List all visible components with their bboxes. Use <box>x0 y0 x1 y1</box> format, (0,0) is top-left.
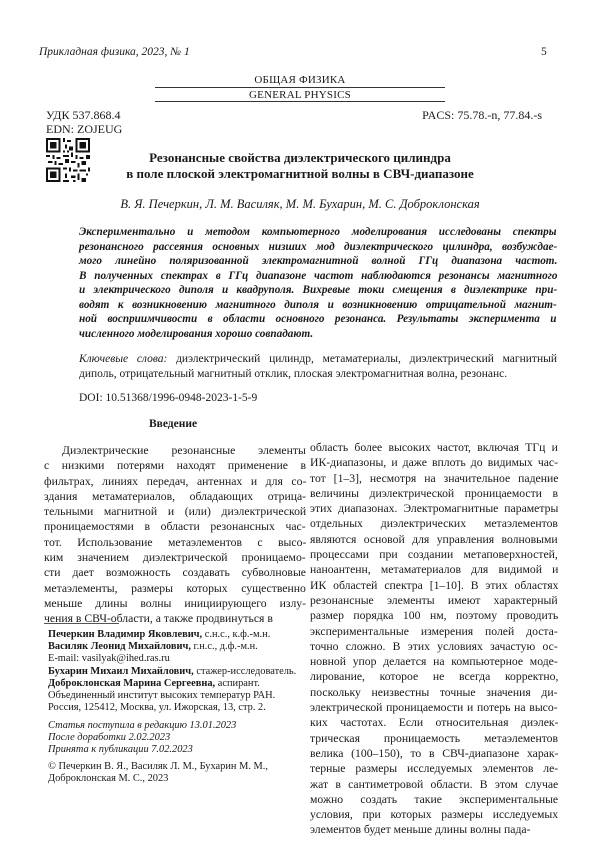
body-line: элементов будет меньше длины волны пада- <box>310 823 531 837</box>
body-line: ких частотах. Если относительная диэлек- <box>310 716 558 730</box>
body-line: точно сложно. В этих условиях зачастую ос- <box>310 639 558 653</box>
body-line: трическая проницаемость метаэлементов <box>310 731 558 745</box>
keywords <box>79 352 557 382</box>
title-line-1: Резонансные свойства диэлектрического цилиндра <box>149 150 451 165</box>
abstract-line: мого линейно поляризованной электромагнитной волной ГГц диапазона частот. <box>79 255 558 267</box>
body-line: электрической проницаемости и потерь на высо- <box>310 701 558 715</box>
abstract-line: ной восприимчивости в области основного резонанса. Результаты эксперимента и <box>79 313 557 325</box>
body-line: велика (100–150), то в СВЧ-диапазоне харак- <box>310 746 558 760</box>
authors: В. Я. Печеркин, Л. М. Василяк, М. М. Бухарин, М. С. Доброклонская <box>120 197 480 211</box>
body-line: жат в сантиметровой области. В этом случае <box>310 777 558 791</box>
udk-code: УДК 537.868.4 <box>46 108 121 122</box>
footnote-rule <box>44 623 119 624</box>
body-line: наноантенн, метаматериалов для видимой и <box>310 563 558 577</box>
author-4-name: Доброклонская Марина Сергеевна, <box>48 677 216 689</box>
date-revised: После доработки 2.02.2023 <box>48 732 171 744</box>
body-line: Диэлектрические резонансные элементы <box>62 444 306 457</box>
body-line: условия, при которых размеры исследуемых <box>310 808 558 822</box>
copyright-notice: © Печеркин В. Я., Василяк Л. М., Бухарин М. М., Доброклонская М. С., 2023 <box>48 761 268 785</box>
author-1-name: Печеркин Владимир Яковлевич, <box>48 629 203 640</box>
author-3-info: стажер-исследователь. <box>193 665 297 677</box>
date-received: Статья поступила в редакцию 13.01.2023 <box>48 720 237 731</box>
body-line: величины диэлектрической проницаемости в <box>310 486 558 500</box>
title-line-2: в поле плоской электромагнитной волны в СВЧ-диапазоне <box>126 166 474 181</box>
contact-email[interactable]: E-mail: vasilyak@ihed.ras.ru <box>48 653 170 665</box>
body-line: ИК-диапазоны, и даже вплоть до видимых час- <box>310 456 558 470</box>
abstract-line: водят к возникновению магнитного диполя и возникновению отрицательной магнит- <box>79 298 557 311</box>
body-line: резонансные элементы имеют характерный <box>310 593 558 607</box>
journal-header: Прикладная физика, 2023, № 1 <box>39 46 190 58</box>
section-divider-top <box>155 87 445 88</box>
body-line: экспериментальные измерения полей доста- <box>310 624 558 638</box>
body-line: новной упор делается на компьютерное моде- <box>310 655 558 669</box>
abstract-line: численного моделирования хорошо совпадают. <box>79 327 314 340</box>
body-line: отдельных диэлектрических метаэлементов <box>310 517 558 531</box>
section-divider-bottom <box>155 101 445 102</box>
abstract-line: и электрического диполя и квадруполя. Вихревые токи смещения в диэлектрике при- <box>79 284 558 296</box>
body-line: сти дает возможность создавать субволновые <box>44 566 306 580</box>
author-4-info: аспирант. <box>215 677 260 689</box>
author-2-info: г.н.с., д.ф.-м.н. <box>190 641 258 653</box>
keywords-text: диэлектрический цилиндр, метаматериалы, диэлектрический магнитный диполь, отрицательный магнитный отклик, плоская электромагнитная волна, резонанс. <box>79 353 557 380</box>
body-line: тот. Использование метаэлементов с высо- <box>44 535 306 549</box>
body-line: проницаемостями в области резонансных час- <box>44 520 306 534</box>
section-heading <box>200 74 400 102</box>
author-1-info: с.н.с., к.ф.-м.н. <box>202 629 271 640</box>
udk-block <box>46 108 122 136</box>
body-line: меньше длины волны инициирующего излу- <box>44 596 306 610</box>
section-en: GENERAL PHYSICS <box>249 89 351 101</box>
organization: Объединенный институт высоких температур РАН. <box>48 690 276 702</box>
body-line: область более высоких частот, включая ТГц и <box>310 441 558 454</box>
page-number: 5 <box>541 46 547 58</box>
pacs-code: PACS: 75.78.-n, 77.84.-s <box>422 108 542 122</box>
body-column-left <box>44 443 306 627</box>
edn-code: EDN: ZOJEUG <box>46 122 123 136</box>
body-line: метаэлементы, размеры которых существенно <box>44 581 306 595</box>
body-line: ИК областей спектра [1–10]. В этих областях <box>310 578 558 592</box>
body-column-right <box>310 440 558 838</box>
doi-link[interactable]: DOI: 10.51368/1996-0948-2023-1-5-9 <box>79 392 258 404</box>
author-3-name: Бухарин Михаил Михайлович, <box>48 665 194 677</box>
body-line: тот [1–3], несмотря на значительное падение <box>310 471 558 485</box>
body-line: терные размеры исследуемых элементов ле- <box>310 762 558 776</box>
qr-code-icon[interactable] <box>46 138 90 182</box>
abstract-line: В полученных спектрах в ГГц диапазоне частот наблюдаются резонансы магнитного <box>79 269 558 282</box>
body-line: тельными магнитной и (или) диэлектрической <box>44 505 306 519</box>
date-accepted: Принята к публикации 7.02.2023 <box>48 744 193 756</box>
section-ru: ОБЩАЯ ФИЗИКА <box>254 74 346 86</box>
body-line: чения в СВЧ-области, а также продвинуться в <box>44 612 273 626</box>
body-line: можно создать такие экспериментальные <box>310 792 558 806</box>
body-line: с низкими потерями находят применение в <box>44 459 306 473</box>
address: Россия, 125412, Москва, ул. Ижорская, 13, стр. 2. <box>48 702 266 714</box>
intro-heading: Введение <box>148 418 198 430</box>
body-line: фильтрах, линиях передач, антеннах и для со- <box>44 474 306 488</box>
article-dates <box>48 720 308 757</box>
author-2-name: Василяк Леонид Михайлович, <box>48 641 191 653</box>
body-line: этих диапазонах. Электромагнитные параметры <box>310 502 558 516</box>
article-title <box>100 150 500 182</box>
body-line: размер порядка 100 нм, поэтому проводить <box>310 609 558 623</box>
abstract <box>79 225 557 341</box>
body-line: поскольку неизвестны точные значения ди- <box>310 685 558 699</box>
abstract-line: Экспериментально и методом компьютерного моделирования исследованы спектры <box>79 226 557 238</box>
body-line: процессами при создании метаповерхностей, <box>310 548 558 562</box>
body-line: ким значением диэлектрической проницаемо- <box>44 551 306 565</box>
body-line: здания метаматериалов, обладающих отрица- <box>44 489 306 503</box>
body-line: являются основой для управления волновыми <box>310 532 558 546</box>
body-line: лирование, которое не всегда корректно, <box>310 670 558 684</box>
author-affiliations <box>48 629 308 714</box>
keywords-label: Ключевые слова: <box>79 353 168 365</box>
abstract-line: резонансного рассеяния основных низших мод диэлектрического цилиндра, возбуждае- <box>79 240 558 253</box>
